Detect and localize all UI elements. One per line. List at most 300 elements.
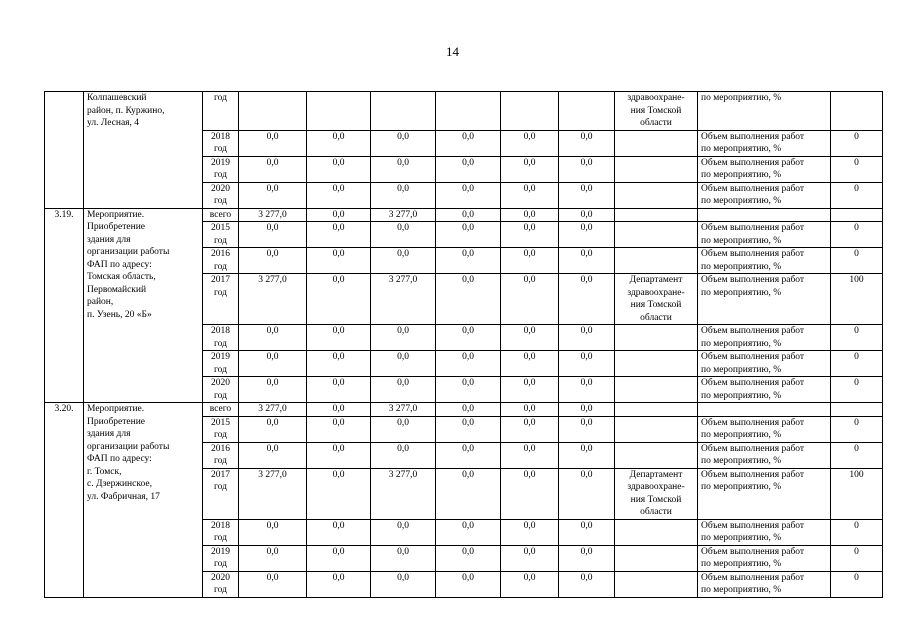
value-cell-text: 0,0 bbox=[462, 157, 474, 168]
value-cell bbox=[436, 571, 501, 597]
year-cell-text: 2019 год bbox=[211, 352, 230, 375]
value-cell bbox=[371, 274, 436, 325]
value-cell-text: 0,0 bbox=[462, 131, 474, 142]
year-cell bbox=[203, 571, 239, 597]
indicator-cell bbox=[698, 92, 831, 131]
indicator-cell-text: Объем выполнения работ по мероприятию, % bbox=[701, 223, 805, 246]
value-cell bbox=[501, 130, 559, 156]
value-cell bbox=[239, 442, 307, 468]
target-cell-text: 0 bbox=[854, 520, 859, 531]
value-cell bbox=[371, 92, 436, 131]
value-cell-text: 0,0 bbox=[266, 131, 279, 142]
item-number: 3.20. bbox=[45, 403, 84, 598]
value-cell bbox=[559, 156, 615, 182]
value-cell-text: 0,0 bbox=[580, 417, 593, 428]
indicator-cell bbox=[698, 222, 831, 248]
value-cell-text: 0,0 bbox=[266, 572, 279, 583]
value-cell-text: 0,0 bbox=[332, 131, 345, 142]
item-number bbox=[45, 92, 84, 209]
value-cell bbox=[371, 416, 436, 442]
value-cell bbox=[307, 377, 371, 403]
value-cell-text: 0,0 bbox=[462, 404, 474, 414]
value-cell-text: 0,0 bbox=[523, 443, 536, 454]
year-cell bbox=[203, 545, 239, 571]
value-cell-text: 0,0 bbox=[523, 546, 536, 557]
value-cell bbox=[559, 182, 615, 208]
value-cell-text: 0,0 bbox=[462, 183, 474, 194]
value-cell bbox=[436, 92, 501, 131]
target-cell-text: 0 bbox=[854, 223, 859, 233]
value-cell bbox=[436, 416, 501, 442]
value-cell bbox=[436, 545, 501, 571]
target-cell-text: 0 bbox=[854, 417, 859, 428]
value-cell-text: 0,0 bbox=[397, 546, 409, 557]
value-cell bbox=[371, 248, 436, 274]
value-cell bbox=[436, 519, 501, 545]
value-cell bbox=[559, 571, 615, 597]
year-cell-text: 2017 год bbox=[211, 469, 230, 492]
responsible-cell bbox=[615, 130, 698, 156]
value-cell bbox=[307, 351, 371, 377]
value-cell bbox=[239, 248, 307, 274]
value-cell bbox=[436, 351, 501, 377]
value-cell-text: 0,0 bbox=[462, 546, 474, 557]
value-cell-text: 0,0 bbox=[332, 275, 345, 285]
value-cell bbox=[307, 156, 371, 182]
indicator-cell-text: Объем выполнения работ по мероприятию, % bbox=[701, 131, 805, 154]
responsible-cell bbox=[615, 442, 698, 468]
value-cell bbox=[307, 92, 371, 131]
value-cell-text: 0,0 bbox=[266, 378, 279, 388]
responsible-cell bbox=[615, 351, 698, 377]
year-cell-text: 2020 год bbox=[211, 572, 230, 595]
value-cell-text: 0,0 bbox=[266, 352, 279, 362]
target-cell-text: 0 bbox=[854, 183, 859, 194]
value-cell bbox=[559, 403, 615, 417]
value-cell-text: 0,0 bbox=[397, 223, 409, 233]
value-cell-text: 0,0 bbox=[523, 378, 536, 388]
value-cell-text: 0,0 bbox=[580, 443, 593, 454]
value-cell bbox=[501, 442, 559, 468]
value-cell-text: 0,0 bbox=[332, 443, 345, 454]
value-cell-text: 0,0 bbox=[332, 546, 345, 557]
year-cell bbox=[203, 519, 239, 545]
year-cell-text: 2019 год bbox=[211, 546, 230, 569]
value-cell-text: 0,0 bbox=[580, 378, 593, 388]
value-cell bbox=[501, 351, 559, 377]
value-cell bbox=[559, 442, 615, 468]
responsible-cell bbox=[615, 274, 698, 325]
value-cell bbox=[307, 403, 371, 417]
responsible-cell bbox=[615, 92, 698, 131]
year-cell-text: 2016 год bbox=[211, 249, 230, 272]
target-cell-text: 0 bbox=[854, 572, 859, 583]
indicator-cell-text: Объем выполнения работ по мероприятию, % bbox=[701, 546, 805, 569]
value-cell bbox=[501, 519, 559, 545]
responsible-cell bbox=[615, 545, 698, 571]
value-cell-text: 0,0 bbox=[523, 183, 536, 194]
value-cell bbox=[436, 248, 501, 274]
value-cell-text: 0,0 bbox=[462, 520, 474, 531]
value-cell bbox=[501, 403, 559, 417]
value-cell-text: 0,0 bbox=[462, 417, 474, 428]
value-cell-text: 0,0 bbox=[397, 443, 409, 454]
value-cell bbox=[436, 325, 501, 351]
value-cell-text: 0,0 bbox=[462, 572, 474, 583]
value-cell bbox=[371, 156, 436, 182]
value-cell bbox=[371, 182, 436, 208]
indicator-cell bbox=[698, 468, 831, 519]
indicator-cell bbox=[698, 325, 831, 351]
year-cell-text: 2020 год bbox=[211, 183, 230, 206]
year-cell-text: 2015 год bbox=[211, 417, 230, 440]
value-cell bbox=[371, 130, 436, 156]
year-cell bbox=[203, 416, 239, 442]
value-cell-text: 0,0 bbox=[523, 404, 536, 414]
value-cell-text: 0,0 bbox=[332, 352, 345, 362]
value-cell-text: 0,0 bbox=[462, 209, 474, 220]
year-cell-text: всего bbox=[209, 209, 232, 220]
value-cell bbox=[436, 130, 501, 156]
value-cell-text: 0,0 bbox=[462, 223, 474, 233]
target-cell-text: 0 bbox=[854, 378, 859, 388]
value-cell bbox=[239, 92, 307, 131]
table-row bbox=[45, 403, 883, 417]
item-number: 3.19. bbox=[45, 208, 84, 403]
indicator-cell bbox=[698, 442, 831, 468]
value-cell bbox=[239, 416, 307, 442]
target-cell bbox=[831, 403, 883, 417]
value-cell bbox=[501, 222, 559, 248]
indicator-cell-text: Объем выполнения работ по мероприятию, % bbox=[701, 157, 805, 180]
value-cell bbox=[307, 468, 371, 519]
value-cell bbox=[371, 468, 436, 519]
value-cell-text: 0,0 bbox=[332, 404, 345, 414]
year-cell bbox=[203, 351, 239, 377]
target-cell bbox=[831, 274, 883, 325]
target-cell bbox=[831, 545, 883, 571]
value-cell bbox=[239, 468, 307, 519]
value-cell bbox=[436, 442, 501, 468]
value-cell bbox=[501, 274, 559, 325]
value-cell-text: 0,0 bbox=[462, 326, 474, 336]
value-cell bbox=[239, 325, 307, 351]
indicator-cell-text: Объем выполнения работ по мероприятию, % bbox=[701, 417, 805, 440]
item-name-text: Колпашевский район, п. Куржино, ул. Лесная, 4 bbox=[87, 93, 165, 128]
value-cell-text: 0,0 bbox=[332, 378, 345, 388]
value-cell-text: 0,0 bbox=[397, 520, 409, 531]
value-cell-text: 0,0 bbox=[332, 183, 345, 194]
value-cell-text: 0,0 bbox=[266, 326, 279, 336]
value-cell bbox=[307, 571, 371, 597]
indicator-cell-text: Объем выполнения работ по мероприятию, % bbox=[701, 469, 805, 492]
value-cell bbox=[559, 325, 615, 351]
indicator-cell bbox=[698, 351, 831, 377]
target-cell-text: 0 bbox=[854, 131, 859, 142]
target-cell bbox=[831, 325, 883, 351]
value-cell-text: 3 277,0 bbox=[258, 469, 287, 480]
value-cell-text: 0,0 bbox=[580, 546, 593, 557]
year-cell bbox=[203, 325, 239, 351]
value-cell-text: 0,0 bbox=[332, 249, 345, 259]
value-cell bbox=[239, 182, 307, 208]
value-cell bbox=[501, 208, 559, 222]
value-cell bbox=[307, 545, 371, 571]
value-cell bbox=[501, 156, 559, 182]
target-cell-text: 100 bbox=[849, 469, 864, 480]
responsible-cell bbox=[615, 156, 698, 182]
value-cell-text: 0,0 bbox=[462, 443, 474, 454]
value-cell-text: 0,0 bbox=[397, 378, 409, 388]
value-cell-text: 0,0 bbox=[266, 417, 279, 428]
value-cell bbox=[307, 416, 371, 442]
value-cell-text: 0,0 bbox=[332, 157, 345, 168]
value-cell bbox=[239, 208, 307, 222]
table-body bbox=[45, 92, 883, 598]
responsible-cell-text: здравоохране- ния Томской области bbox=[627, 93, 685, 128]
indicator-cell-text: Объем выполнения работ по мероприятию, % bbox=[701, 520, 805, 543]
year-cell bbox=[203, 468, 239, 519]
value-cell-text: 3 277,0 bbox=[258, 275, 287, 285]
indicator-cell bbox=[698, 274, 831, 325]
year-cell bbox=[203, 182, 239, 208]
value-cell bbox=[371, 208, 436, 222]
value-cell bbox=[436, 403, 501, 417]
year-cell-text: 2016 год bbox=[211, 443, 230, 466]
value-cell-text: 0,0 bbox=[332, 469, 345, 480]
value-cell bbox=[559, 274, 615, 325]
value-cell-text: 0,0 bbox=[266, 157, 279, 168]
value-cell bbox=[307, 442, 371, 468]
value-cell bbox=[307, 222, 371, 248]
indicator-cell-text: Объем выполнения работ по мероприятию, % bbox=[701, 249, 805, 272]
year-cell-text: всего bbox=[209, 404, 232, 414]
value-cell bbox=[501, 182, 559, 208]
value-cell bbox=[501, 468, 559, 519]
indicator-cell bbox=[698, 130, 831, 156]
indicator-cell bbox=[698, 416, 831, 442]
value-cell bbox=[239, 274, 307, 325]
value-cell bbox=[436, 156, 501, 182]
value-cell-text: 0,0 bbox=[580, 326, 593, 336]
value-cell bbox=[239, 403, 307, 417]
indicator-cell-text: Объем выполнения работ по мероприятию, % bbox=[701, 183, 805, 206]
value-cell bbox=[501, 416, 559, 442]
page-number: 14 bbox=[446, 44, 459, 59]
value-cell-text: 0,0 bbox=[266, 223, 279, 233]
value-cell-text: 0,0 bbox=[397, 326, 409, 336]
value-cell-text: 0,0 bbox=[523, 326, 536, 336]
value-cell bbox=[239, 377, 307, 403]
responsible-cell bbox=[615, 325, 698, 351]
indicator-cell bbox=[698, 156, 831, 182]
value-cell-text: 3 277,0 bbox=[388, 404, 418, 414]
value-cell-text: 3 277,0 bbox=[258, 209, 287, 220]
value-cell bbox=[371, 519, 436, 545]
value-cell-text: 0,0 bbox=[397, 572, 409, 583]
value-cell-text: 0,0 bbox=[523, 157, 536, 168]
value-cell bbox=[501, 248, 559, 274]
value-cell-text: 0,0 bbox=[397, 157, 409, 168]
value-cell bbox=[307, 519, 371, 545]
value-cell-text: 0,0 bbox=[332, 417, 345, 428]
value-cell bbox=[501, 571, 559, 597]
value-cell bbox=[559, 416, 615, 442]
value-cell bbox=[501, 377, 559, 403]
value-cell bbox=[307, 130, 371, 156]
value-cell bbox=[559, 468, 615, 519]
responsible-cell bbox=[615, 403, 698, 417]
value-cell-text: 0,0 bbox=[397, 183, 409, 194]
value-cell-text: 0,0 bbox=[266, 249, 279, 259]
value-cell bbox=[559, 351, 615, 377]
value-cell-text: 0,0 bbox=[580, 157, 593, 168]
value-cell-text: 0,0 bbox=[462, 352, 474, 362]
responsible-cell bbox=[615, 416, 698, 442]
responsible-cell bbox=[615, 519, 698, 545]
indicator-cell bbox=[698, 208, 831, 222]
indicator-cell-text: Объем выполнения работ по мероприятию, % bbox=[701, 572, 805, 595]
year-cell bbox=[203, 156, 239, 182]
year-cell bbox=[203, 442, 239, 468]
value-cell bbox=[436, 182, 501, 208]
target-cell-text: 0 bbox=[854, 352, 859, 362]
value-cell-text: 0,0 bbox=[462, 249, 474, 259]
year-cell bbox=[203, 274, 239, 325]
year-cell bbox=[203, 208, 239, 222]
value-cell bbox=[559, 92, 615, 131]
value-cell-text: 0,0 bbox=[580, 275, 593, 285]
value-cell-text: 0,0 bbox=[397, 417, 409, 428]
value-cell-text: 0,0 bbox=[462, 469, 474, 480]
responsible-cell bbox=[615, 222, 698, 248]
year-cell-text: год bbox=[214, 93, 227, 103]
value-cell-text: 0,0 bbox=[462, 275, 474, 285]
value-cell bbox=[371, 571, 436, 597]
responsible-cell bbox=[615, 182, 698, 208]
value-cell bbox=[559, 377, 615, 403]
year-cell bbox=[203, 92, 239, 131]
responsible-cell bbox=[615, 377, 698, 403]
value-cell-text: 0,0 bbox=[332, 209, 345, 220]
value-cell-text: 0,0 bbox=[580, 223, 593, 233]
indicator-cell-text: по мероприятию, % bbox=[701, 93, 782, 103]
target-cell bbox=[831, 156, 883, 182]
value-cell-text: 0,0 bbox=[523, 352, 536, 362]
year-cell bbox=[203, 377, 239, 403]
target-cell-text: 0 bbox=[854, 443, 859, 454]
indicator-cell-text: Объем выполнения работ по мероприятию, % bbox=[701, 352, 805, 375]
value-cell bbox=[371, 377, 436, 403]
item-name bbox=[84, 403, 203, 598]
target-cell bbox=[831, 468, 883, 519]
target-cell bbox=[831, 130, 883, 156]
year-cell-text: 2015 год bbox=[211, 223, 230, 246]
value-cell bbox=[371, 403, 436, 417]
value-cell bbox=[239, 545, 307, 571]
table-row bbox=[45, 92, 883, 131]
item-name-text: Мероприятие. Приобретение здания для организации работы ФАП по адресу: г. Томск, с. Дзержинское, ул. Фабричная, 17 bbox=[87, 404, 170, 502]
value-cell-text: 0,0 bbox=[580, 209, 593, 220]
value-cell-text: 0,0 bbox=[397, 249, 409, 259]
value-cell-text: 0,0 bbox=[523, 417, 536, 428]
year-cell bbox=[203, 403, 239, 417]
value-cell bbox=[559, 222, 615, 248]
target-cell bbox=[831, 377, 883, 403]
target-cell bbox=[831, 519, 883, 545]
table-row bbox=[45, 208, 883, 222]
indicator-cell-text: Объем выполнения работ по мероприятию, % bbox=[701, 378, 805, 401]
indicator-cell bbox=[698, 248, 831, 274]
target-cell bbox=[831, 442, 883, 468]
value-cell-text: 0,0 bbox=[580, 352, 593, 362]
value-cell-text: 0,0 bbox=[332, 223, 345, 233]
item-name bbox=[84, 92, 203, 209]
indicator-cell bbox=[698, 545, 831, 571]
responsible-cell bbox=[615, 208, 698, 222]
year-cell-text: 2017 год bbox=[211, 275, 230, 298]
value-cell-text: 0,0 bbox=[332, 520, 345, 531]
value-cell-text: 3 277,0 bbox=[388, 469, 418, 480]
value-cell-text: 0,0 bbox=[523, 249, 536, 259]
value-cell-text: 0,0 bbox=[266, 183, 279, 194]
value-cell-text: 0,0 bbox=[523, 469, 536, 480]
value-cell bbox=[371, 442, 436, 468]
value-cell-text: 3 277,0 bbox=[388, 209, 418, 220]
value-cell bbox=[436, 468, 501, 519]
target-cell-text: 0 bbox=[854, 546, 859, 557]
value-cell bbox=[501, 92, 559, 131]
indicator-cell bbox=[698, 403, 831, 417]
value-cell bbox=[501, 325, 559, 351]
value-cell bbox=[307, 182, 371, 208]
value-cell-text: 0,0 bbox=[580, 520, 593, 531]
value-cell bbox=[559, 208, 615, 222]
value-cell bbox=[501, 545, 559, 571]
value-cell bbox=[239, 222, 307, 248]
value-cell bbox=[307, 325, 371, 351]
year-cell-text: 2018 год bbox=[211, 131, 230, 154]
value-cell bbox=[371, 351, 436, 377]
value-cell-text: 0,0 bbox=[523, 223, 536, 233]
year-cell-text: 2020 год bbox=[211, 378, 230, 401]
value-cell bbox=[239, 519, 307, 545]
indicator-cell bbox=[698, 377, 831, 403]
value-cell bbox=[239, 351, 307, 377]
target-cell bbox=[831, 416, 883, 442]
indicator-cell-text: Объем выполнения работ по мероприятию, % bbox=[701, 326, 805, 349]
value-cell bbox=[307, 248, 371, 274]
value-cell-text: 0,0 bbox=[580, 131, 593, 142]
value-cell bbox=[239, 130, 307, 156]
value-cell-text: 0,0 bbox=[397, 131, 409, 142]
value-cell-text: 0,0 bbox=[580, 572, 593, 583]
value-cell-text: 0,0 bbox=[462, 378, 474, 388]
target-cell-text: 0 bbox=[854, 249, 859, 259]
value-cell-text: 0,0 bbox=[580, 469, 593, 480]
year-cell bbox=[203, 130, 239, 156]
target-cell bbox=[831, 222, 883, 248]
year-cell-text: 2019 год bbox=[211, 157, 230, 180]
target-cell bbox=[831, 571, 883, 597]
target-cell bbox=[831, 182, 883, 208]
value-cell-text: 0,0 bbox=[266, 520, 279, 531]
item-name bbox=[84, 208, 203, 403]
value-cell bbox=[371, 325, 436, 351]
value-cell-text: 0,0 bbox=[266, 443, 279, 454]
indicator-cell bbox=[698, 182, 831, 208]
target-cell-text: 0 bbox=[854, 326, 859, 336]
